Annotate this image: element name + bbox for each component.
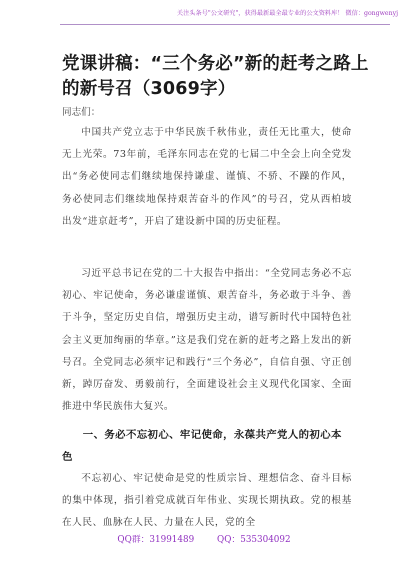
footer bbox=[0, 532, 408, 545]
paragraph-1: 中国共产党立志于中华民族千秋伟业，责任无比重大，使命无上光荣。73年前，毛泽东同志在党的七届二中全会上向全党发出“务必使同志们继续地保持谦虚、谨慎、不骄、不躁的作风，务必使同志们继续地保持艰苦奋斗的作风”的号召，党从西柏坡出发“进京赶考”，开启了建设新中国的历史征程。 bbox=[62, 127, 352, 227]
header-divider bbox=[60, 24, 390, 25]
footer-qq-group: QQ群：31991489 bbox=[117, 535, 195, 545]
section-heading: 一、务必不忘初心、牢记使命，永葆共产党人的初心本色 bbox=[62, 429, 342, 463]
greeting: 同志们： bbox=[62, 107, 101, 118]
document-title: 党课讲稿：“三个务必”新的赶考之路上的新号召（3069字） bbox=[62, 54, 369, 99]
footer-qq: QQ：535304092 bbox=[217, 535, 291, 545]
header-banner: 关注头条号"公文研究"，获得最新最全最专业的公文资料库！ 微信：gongwenyj bbox=[176, 10, 398, 17]
paragraph-2: 习近平总书记在党的二十大报告中指出：“全党同志务必不忘初心、牢记使命，务必谦虚谨慎、艰苦奋斗，务必敢于斗争、善于斗争，坚定历史自信，增强历史主动，谱写新时代中国特色社会主义更加绚丽的华章。”这是我们党在新的赶考之路上发出的新号召。全党同志必须牢记和践行“三个务必”，自信自强、守正创新，踔厉奋发、勇毅前行，全面建设社会主义现代化国家、全面推进中华民族伟大复兴。 bbox=[62, 268, 352, 413]
paragraph-3: 不忘初心、牢记使命是党的性质宗旨、理想信念、奋斗目标的集中体现，指引着党成就百年伟业、实现长期执政。党的根基在人民、血脉在人民、力量在人民，党的全 bbox=[62, 473, 352, 529]
